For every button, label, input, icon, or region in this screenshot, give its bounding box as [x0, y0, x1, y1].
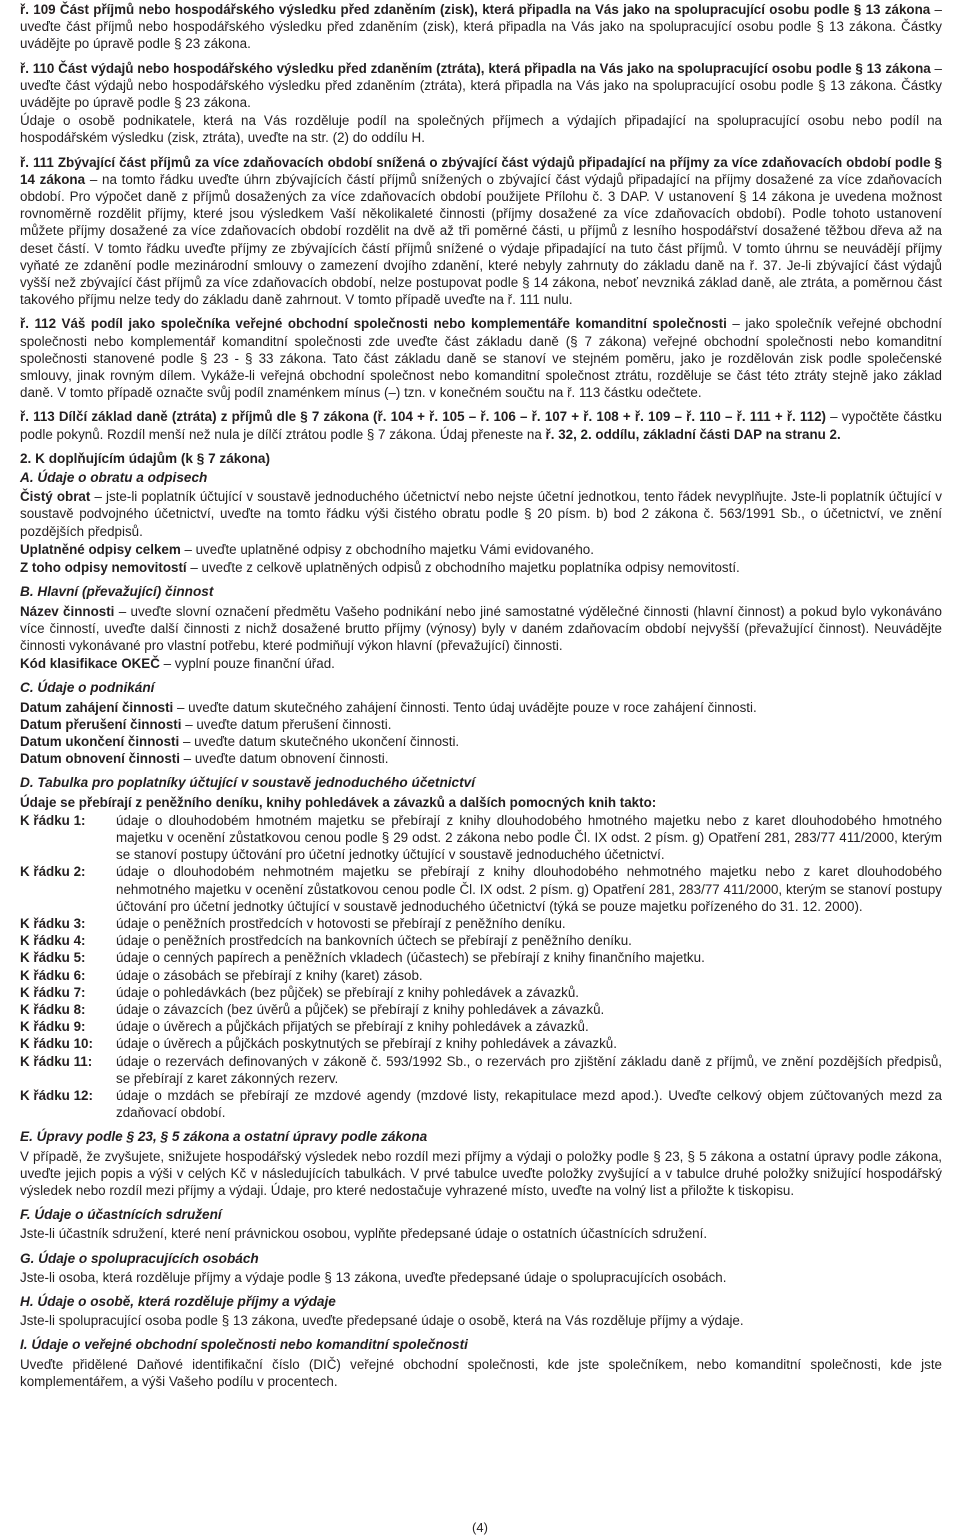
- row-instruction-label: K řádku 1:: [20, 812, 86, 828]
- row-instruction-item: [20, 915, 942, 932]
- row-instruction-label: K řádku 2:: [20, 864, 86, 880]
- row-instructions-list: [20, 812, 942, 1122]
- row-instruction-label: K řádku 12:: [20, 1087, 93, 1103]
- row-instruction-item: [20, 1053, 942, 1087]
- section-g-text: Jste-li osoba, která rozděluje příjmy a výdaje podle § 13 zákona, uveďte předepsané údaje o spolupracujících osobách.: [20, 1269, 727, 1285]
- row-instruction-text: údaje o cenných papírech a peněžních vkladech (účastech) se přebírají z knihy finančního majetku.: [116, 950, 705, 966]
- row-instruction-text: údaje o úvěrech a půjčkách poskytnutých se přebírají z knihy pohledávek a závazků.: [116, 1036, 617, 1052]
- row-instruction-text: údaje o závazcích (bez úvěrů a půjček) se přebírají z knihy pohledávek a závazků.: [116, 1001, 605, 1017]
- section-d-heading: D. Tabulka pro poplatníky účtující v soustavě jednoduchého účetnictví: [20, 775, 475, 791]
- row-instruction-item: [20, 984, 942, 1001]
- row-111-instruction: ř. 111 Zbývající část příjmů za více zdaňovacích období snížená o zbývající část výdajů připadající na příjmy za více zdaňovacích období podle § 14 zákona – na tomto řádku uveďte úhrn zbývajících částí příjmů snížených o zbývající část výdajů připadající na příjmy dosažené za více zdaňovacích období. Pro výpočet daně z příjmů dosažených za více zdaňovacích období použijete Přílohu č. 3 DAP. V ustanovení § 14 zákona je uvedena možnost rovnoměrně rozdělit příjmy, které jsou výsledkem Vaší několikaleté činnosti (příjmy dosažené za více zdaňovacích období). Podle tohoto ustanovení můžete příjmy dosažené za více zdaňovacích období rozdělit na dvě až tři poměrné části, u příjmů z lesního hospodářství dosažené těžbou dřeva až na deset částí. V tomto řádku uveďte příjmy ze zbývajících částí příjmů snížené o výdaje připadající na tuto část příjmů. V tomto úhrnu se neuvádějí příjmy vyňaté ze zdanění podle mezinárodní smlouvy o zamezení dvojího zdanění, které nebyly zahrnuty do základu daně na ř. 37. Je-li zbývající část výdajů vyšší než zbývající část příjmů za více zdaňovacích období, nelze postupovat podle § 14 zákona, neboť nevzniká základ daně, ale ztráta, a poměrnou část takového příjmu nelze tedy do základu daně zahrnout. V tomto případě uveďte na ř. 111 nulu.: [20, 154, 942, 308]
- depreciation-total-instruction: Uplatněné odpisy celkem – uveďte uplatněné odpisy z obchodního majetku Vámi evidovaného.: [20, 541, 594, 557]
- row-instruction-text: údaje o rezervách definovaných v zákoně č. 593/1992 Sb., o rezervách pro zjištění základu daně z příjmů, ve znění pozdějších předpisů, se přebírají z karet zákonných rezerv.: [116, 1053, 942, 1086]
- section-e-text: V případě, že zvyšujete, snižujete hospodářský výsledek nebo rozdíl mezi příjmy a výdaji o položky podle § 23, § 5 zákona a ostatní úpravy podle zákona, uveďte jejich popis a výši v celých Kč v následujících tabulkách. V prvé tabulce uveďte položky zvyšující a v tabulce druhé položky snižující hospodářský výsledek nebo rozdíl mezi příjmy a výdaji. Údaje, pro které nedostačuje vyhrazené místo, uveďte na volný list a přiložte k tiskopisu.: [20, 1148, 942, 1198]
- section-2-title: 2. K doplňujícím údajům (k § 7 zákona): [20, 450, 271, 466]
- row-instruction-item: [20, 932, 942, 949]
- row-instruction-label: K řádku 10:: [20, 1036, 93, 1052]
- activity-name-instruction: Název činnosti – uveďte slovní označení předmětu Vašeho podnikání nebo jiné samostatné výdělečné činnosti (hlavní činnost) a pokud bylo vykonáváno více činností, uveďte další činnosti z nichž dosažené brutto příjmy (výnosy) byly v daném zdaňovacím období nejvyšší (převažující činnost). Neuvádějte činnosti vykonávané pro vlastní potřebu, které podmiňují výkon hlavní (převažující) činnosti.: [20, 603, 943, 653]
- renewal-date-instruction: Datum obnovení činnosti – uveďte datum obnovení činnosti.: [20, 751, 389, 767]
- row-instruction-label: K řádku 9:: [20, 1019, 86, 1035]
- row-instruction-text: údaje o pohledávkách (bez půjček) se přebírají z knihy pohledávek a závazků.: [116, 984, 579, 1000]
- section-h-heading: H. Údaje o osobě, která rozděluje příjmy a výdaje: [20, 1294, 336, 1310]
- row-instruction-text: údaje o peněžních prostředcích na bankovních účtech se přebírají z peněžního deníku.: [116, 933, 632, 949]
- row-instruction-item: [20, 1035, 942, 1052]
- row-instruction-text: údaje o dlouhodobém nehmotném majetku se přebírají z knihy dlouhodobého nehmotného majetku nebo z karet dlouhodobého nehmotného majetku v ocenění zůstatkovou cenou podle Čl. IX odst. 2 písm. g) Opatření 281, 283/77 411/2000, kterým se stanoví postupy účtování pro účetní jednotky účtující v soustavě jednoduchého účetnictví (týká se pouze majetku pořízeného do 31. 12. 2000).: [116, 864, 942, 914]
- page-number: (4): [472, 1520, 488, 1535]
- instructions-page: [20, 1, 942, 1397]
- section-g-heading: G. Údaje o spolupracujících osobách: [20, 1250, 259, 1266]
- row-instruction-item: [20, 1087, 942, 1121]
- row-instruction-label: K řádku 6:: [20, 967, 86, 983]
- okec-code-instruction: Kód klasifikace OKEČ – vyplní pouze finanční úřad.: [20, 656, 335, 672]
- row-instruction-label: K řádku 4:: [20, 933, 86, 949]
- row-instruction-label: K řádku 11:: [20, 1053, 93, 1069]
- row-109-instruction: ř. 109 Část příjmů nebo hospodářského výsledku před zdaněním (zisk), která připadla na Vás jako na spolupracující osobu podle § 13 zákona – uveďte část příjmů nebo hospodářského výsledku před zdaněním (zisk), která připadla na Vás jako na spolupracující osobu podle § 13 zákona. Částky uvádějte po úpravě podle § 23 zákona.: [20, 2, 942, 52]
- row-113-instruction: ř. 113 Dílčí základ daně (ztráta) z příjmů dle § 7 zákona (ř. 104 + ř. 105 – ř. 106 – ř. 107 + ř. 108 + ř. 109 – ř. 110 – ř. 111 + ř. 112) – vypočtěte částku podle pokynů. Rozdíl menší než nula je dílčí ztrátou podle § 7 zákona. Údaj přeneste na ř. 32, 2. oddílu, základní části DAP na stranu 2.: [20, 409, 942, 442]
- start-date-instruction: Datum zahájení činnosti – uveďte datum skutečného zahájení činnosti. Tento údaj uvádějte pouze v roce zahájení činnosti.: [20, 699, 757, 715]
- row-instruction-label: K řádku 3:: [20, 915, 86, 931]
- row-instruction-text: údaje o mzdách se přebírají ze mzdové agendy (mzdové listy, rekapitulace mezd apod.). Uveďte celkový objem zúčtovaných mezd za zdaňovací období.: [116, 1087, 942, 1121]
- section-b-heading: B. Hlavní (převažující) činnost: [20, 584, 214, 600]
- row-112-instruction: ř. 112 Váš podíl jako společníka veřejné obchodní společnosti nebo komplementáře komanditní společnosti – jako společník veřejné obchodní společnosti nebo komplementář komanditní společnosti zde uveďte část základu daně (§ 7 zákona) veřejné obchodní společnosti nebo komanditní společnosti stanovené podle § 23 - § 33 zákona. Tato část základu daně se stanoví ve stejném poměru, jako je rozdělován zisk podle společenské smlouvy, jinak rovným dílem. Vykáže-li veřejná obchodní společnost nebo komanditní společnost ztrátu, rozděluje se část této ztráty stejně jako základ daně. V tomto případě označte svůj podíl znaménkem mínus (–) tzn. v konečném součtu na ř. 113 částku odečtete.: [20, 316, 943, 401]
- row-instruction-item: [20, 1001, 942, 1018]
- row-110-instruction: ř. 110 Část výdajů nebo hospodářského výsledku před zdaněním (ztráta), která připadla na Vás jako na spolupracující osobu podle § 13 zákona – uveďte část výdajů nebo hospodářského výsledku před zdaněním (ztráta), která připadla na Vás jako na spolupracující osobu podle § 13 zákona. Částky uvádějte po úpravě podle § 23 zákona.: [20, 60, 943, 111]
- section-e-heading: E. Úpravy podle § 23, § 5 zákona a ostatní úpravy podle zákona: [20, 1129, 428, 1145]
- section-d-intro: Údaje se přebírají z peněžního deníku, knihy pohledávek a závazků a dalších pomocných knih takto:: [20, 794, 657, 810]
- section-c-heading: C. Údaje o podnikání: [20, 680, 155, 696]
- section-f-heading: F. Údaje o účastnících sdružení: [20, 1207, 222, 1223]
- section-i-heading: I. Údaje o veřejné obchodní společnosti nebo komanditní společnosti: [20, 1337, 468, 1353]
- entrepreneur-info-note: Údaje o osobě podnikatele, která na Vás rozděluje podíl na společných příjmech a výdajích připadající na spolupracující osobu nebo podíl na hospodářském výsledku (zisk, ztráta), uveďte na str. (2) do oddílu H.: [20, 113, 942, 146]
- row-instruction-text: údaje o dlouhodobém hmotném majetku se přebírají z knihy dlouhodobého hmotného majetku nebo z karet dlouhodobého hmotného majetku v ocenění zůstatkovou cenou podle § 29 odst. 2 zákona nebo podle Čl. IX odst. 2 písm. g) Opatření 281, 283/77 411/2000, kterým se stanoví postupy účtování pro účetní jednotky účtující v soustavě jednoduchého účetnictví.: [116, 812, 942, 863]
- row-instruction-label: K řádku 7:: [20, 984, 86, 1000]
- row-instruction-item: [20, 812, 942, 864]
- section-h-text: Jste-li spolupracující osoba podle § 13 zákona, uveďte předepsané údaje o osobě, která na Vás rozděluje příjmy a výdaje.: [20, 1313, 744, 1329]
- row-instruction-label: K řádku 5:: [20, 950, 86, 966]
- row-instruction-text: údaje o peněžních prostředcích v hotovosti se přebírají z peněžního deníku.: [116, 915, 566, 931]
- section-a-heading: A. Údaje o obratu a odpisech: [20, 470, 208, 486]
- row-instruction-item: [20, 967, 942, 984]
- row-instruction-label: K řádku 8:: [20, 1001, 86, 1017]
- row-instruction-text: údaje o úvěrech a půjčkách přijatých se přebírají z knihy pohledávek a závazků.: [116, 1019, 589, 1035]
- section-f-text: Jste-li účastník sdružení, které není právnickou osobou, vyplňte předepsané údaje o ostatních účastnících sdružení.: [20, 1226, 708, 1242]
- business-dates-list: [20, 699, 942, 768]
- row-instruction-item: [20, 1018, 942, 1035]
- row-instruction-item: [20, 949, 942, 966]
- interruption-date-instruction: Datum přerušení činnosti – uveďte datum přerušení činnosti.: [20, 716, 392, 732]
- row-instruction-item: [20, 863, 942, 915]
- real-estate-depreciation-instruction: Z toho odpisy nemovitostí – uveďte z celkově uplatněných odpisů z obchodního majetku poplatníka odpisy nemovitostí.: [20, 560, 740, 576]
- section-i-text: Uveďte přidělené Daňové identifikační číslo (DIČ) veřejné obchodní společnosti, kde jste společníkem, nebo komanditní společnosti, kde jste komplementářem, a výši Vašeho podílu v procentech.: [20, 1356, 942, 1389]
- row-instruction-text: údaje o zásobách se přebírají z knihy (karet) zásob.: [116, 967, 423, 983]
- end-date-instruction: Datum ukončení činnosti – uveďte datum skutečného ukončení činnosti.: [20, 733, 460, 749]
- net-turnover-instruction: Čistý obrat – jste-li poplatník účtující v soustavě jednoduchého účetnictví nebo nejste účetní jednotkou, tento řádek nevyplňujte. Jste-li poplatník účtující v soustavě podvojného účetnictví, uveďte na tomto řádku výši čistého obratu podle § 20 písm. b) bod 2 zákona č. 563/1991 Sb., o účetnictví, ve znění pozdějších předpisů.: [20, 489, 942, 539]
